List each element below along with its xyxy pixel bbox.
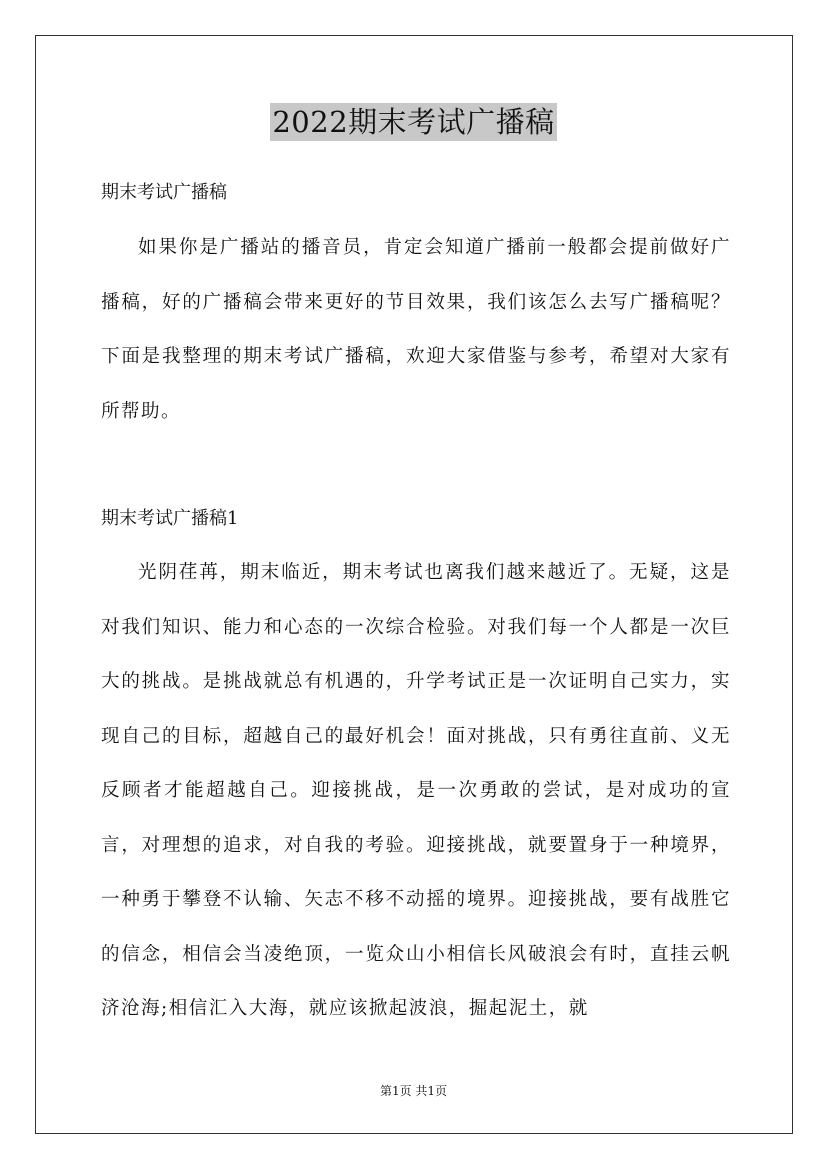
article-1-heading: 期末考试广播稿1 <box>101 508 239 529</box>
document-title: 2022期末考试广播稿 <box>272 105 555 139</box>
section-heading: 期末考试广播稿 <box>101 182 227 203</box>
article-1-paragraph: 光阴荏苒，期末临近，期末考试也离我们越来越近了。无疑，这是对我们知识、能力和心态的一次综合检验。对我们每一个人都是一次巨大的挑战。是挑战就总有机遇的，升学考试正是一次证明自己实力，实现自己的目标，超越自己的最好机会！面对挑战，只有勇往直前、义无反顾者才能超越自己。迎接挑战，是一次勇敢的尝试，是对成功的宣言，对理想的追求，对自我的考验。迎接挑战，就要置身于一种境界，一种勇于攀登不认输、矢志不移不动摇的境界。迎接挑战，要有战胜它的信念，相信会当凌绝顶，一览众山小相信长风破浪会有时，直挂云帆济沧海;相信汇入大海，就应该掀起波浪，掘起泥土，就 <box>101 562 731 1019</box>
title-container <box>0 103 827 141</box>
intro-paragraph: 如果你是广播站的播音员，肯定会知道广播前一般都会提前做好广播稿，好的广播稿会带来更好的节目效果，我们该怎么去写广播稿呢？下面是我整理的期末考试广播稿，欢迎大家借鉴与参考，希望对大家有所帮助。 <box>101 237 731 422</box>
page-footer: 第1页 共1页 <box>379 1084 448 1098</box>
